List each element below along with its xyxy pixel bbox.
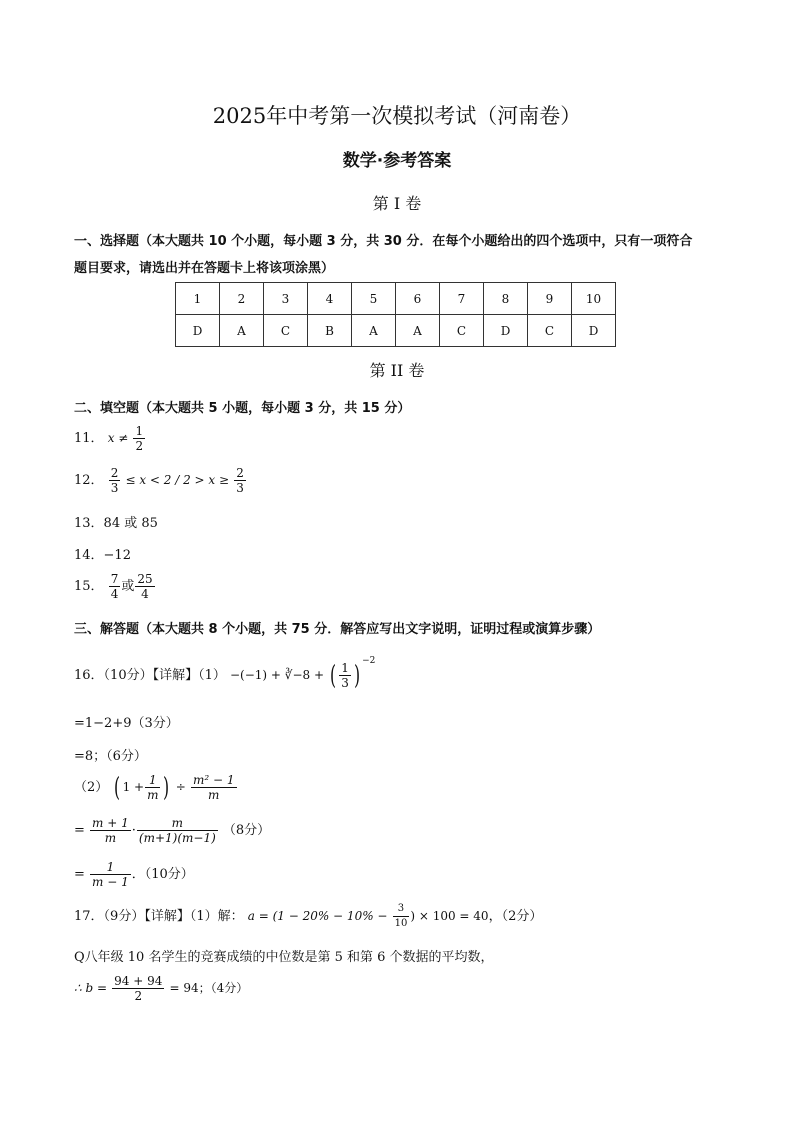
fraction [133,424,145,453]
table-cell: 6 [396,283,440,315]
denominator: 10 [394,918,408,929]
part-label: （2） [74,780,109,795]
or-text: 或 [121,579,135,594]
volume-two-heading: 第 II 卷 [369,361,425,380]
table-cell: A [220,315,264,347]
math-expr: −(−1) + ∛−8 + [230,668,324,682]
denominator: 3 [110,481,119,495]
table-cell: 9 [528,283,572,315]
answer-16-step3 [74,816,270,845]
denominator: 2 [134,989,143,1003]
fraction [339,661,351,690]
table-cell: 8 [484,283,528,315]
question-number: 11． [74,431,104,446]
denominator: 3 [236,481,244,495]
section-three-heading: 三、解答题（本大题共 8 个小题，共 75 分．解答应写出文字说明，证明过程或演算步骤） [74,622,601,637]
math-expr: = 94；（4分） [169,981,249,995]
math-expr: ) × 100 = 40 [410,909,489,923]
fraction [90,860,131,889]
fraction [234,466,246,495]
answer-15 [74,572,156,601]
answer-12 [74,466,247,495]
page-subtitle: 数学·参考答案 [342,151,452,171]
answer-16-step2: =8；（6分） [74,749,147,764]
numerator: m² − 1 [192,773,235,787]
denominator: (m+1)(m−1) [138,831,216,845]
table-cell: 2 [220,283,264,315]
answer-17-line2: Q八年级 10 名学生的竞赛成绩的中位数是第 5 和第 6 个数据的平均数， [74,950,494,965]
answer-14: 14．−12 [74,548,131,563]
table-cell: 1 [176,283,220,315]
math-expr: x ≠ [107,431,129,445]
denominator: m [104,831,117,845]
math-expr: ∴ b = [74,981,107,995]
answer-17-line3 [74,974,248,1003]
denominator: m − 1 [92,875,129,889]
table-cell: 7 [440,283,484,315]
fraction [109,466,121,495]
table-cell: D [572,315,616,347]
answer-16-part2 [74,773,238,802]
table-cell: 5 [352,283,396,315]
equals-sign: = [74,867,85,882]
fraction [145,773,160,802]
numerator: 1 [341,661,349,675]
numerator: 1 [135,424,144,438]
numerator: 3 [393,902,410,917]
right-paren-icon: ) [353,660,361,691]
answer-table-answers-row [176,315,616,347]
numerator: 7 [110,572,119,586]
fraction [393,902,410,931]
score-text: ．（10分） [131,867,194,882]
answer-table [175,282,616,347]
denominator: 4 [110,587,119,601]
numerator: 1 [145,773,160,788]
numerator: 25 [137,572,153,586]
left-paren-icon: ( [114,772,121,803]
math-expr: ≤ x < 2 / 2 > x ≥ [125,473,230,487]
left-paren-icon: ( [330,660,337,691]
answer-16-head [74,656,375,690]
math-expr: 1 + [122,780,145,794]
numerator: 2 [110,466,119,480]
denominator: 4 [141,587,149,601]
denominator: 3 [341,676,349,690]
table-cell: B [308,315,352,347]
table-cell: 3 [264,283,308,315]
question-number: 12． [74,473,104,488]
divide-sign: ÷ [175,780,186,794]
table-cell: D [484,315,528,347]
page-title: 2025年中考第一次模拟考试（河南卷） [212,104,582,128]
denominator: 2 [135,439,144,453]
math-expr: a = (1 − 20% − 10% − [247,909,388,923]
denominator: m [147,788,159,802]
table-cell: D [176,315,220,347]
numerator: m + 1 [92,816,129,830]
fraction [90,816,131,845]
dot-sign: · [131,823,136,838]
fraction [135,572,154,601]
equals-sign: = [74,823,85,838]
answer-13: 13．84 或 85 [74,516,158,531]
section-one-line1: 一、选择题（本大题共 10 个小题，每小题 3 分，共 30 分．在每个小题给出的四个选项中，只有一项符合 [74,234,693,249]
answer-16-step4 [74,860,194,889]
section-two-heading: 二、填空题（本大题共 5 小题，每小题 3 分，共 15 分） [74,401,411,416]
fraction [109,572,121,601]
table-cell: 10 [572,283,616,315]
fraction [137,816,218,845]
exponent: −2 [362,656,376,666]
question-head: 17．（9分）【详解】（1）解： [74,909,244,924]
table-cell: 4 [308,283,352,315]
fraction [112,974,164,1003]
section-one-line2: 题目要求，请选出并在答题卡上将该项涂黑） [74,261,335,276]
score-text: ，（2分） [488,909,543,924]
table-cell: C [264,315,308,347]
denominator: m [208,788,220,802]
fraction [191,773,237,802]
score-text: （8分） [222,823,271,838]
answer-11 [74,424,146,453]
answer-16-step1: =1−2+9（3分） [74,716,179,731]
numerator: 94 + 94 [114,974,163,988]
table-cell: A [352,315,396,347]
table-cell: C [528,315,572,347]
question-number: 15． [74,579,104,594]
numerator: m [137,816,218,831]
question-head: 16．（10分）【详解】（1） [74,668,226,683]
answer-table-numbers-row [176,283,616,315]
table-cell: C [440,315,484,347]
answer-17-head [74,902,542,931]
right-paren-icon: ) [163,772,170,803]
numerator: 1 [90,860,131,875]
volume-one-heading: 第 I 卷 [372,194,422,213]
table-cell: A [396,315,440,347]
numerator: 2 [236,466,244,480]
